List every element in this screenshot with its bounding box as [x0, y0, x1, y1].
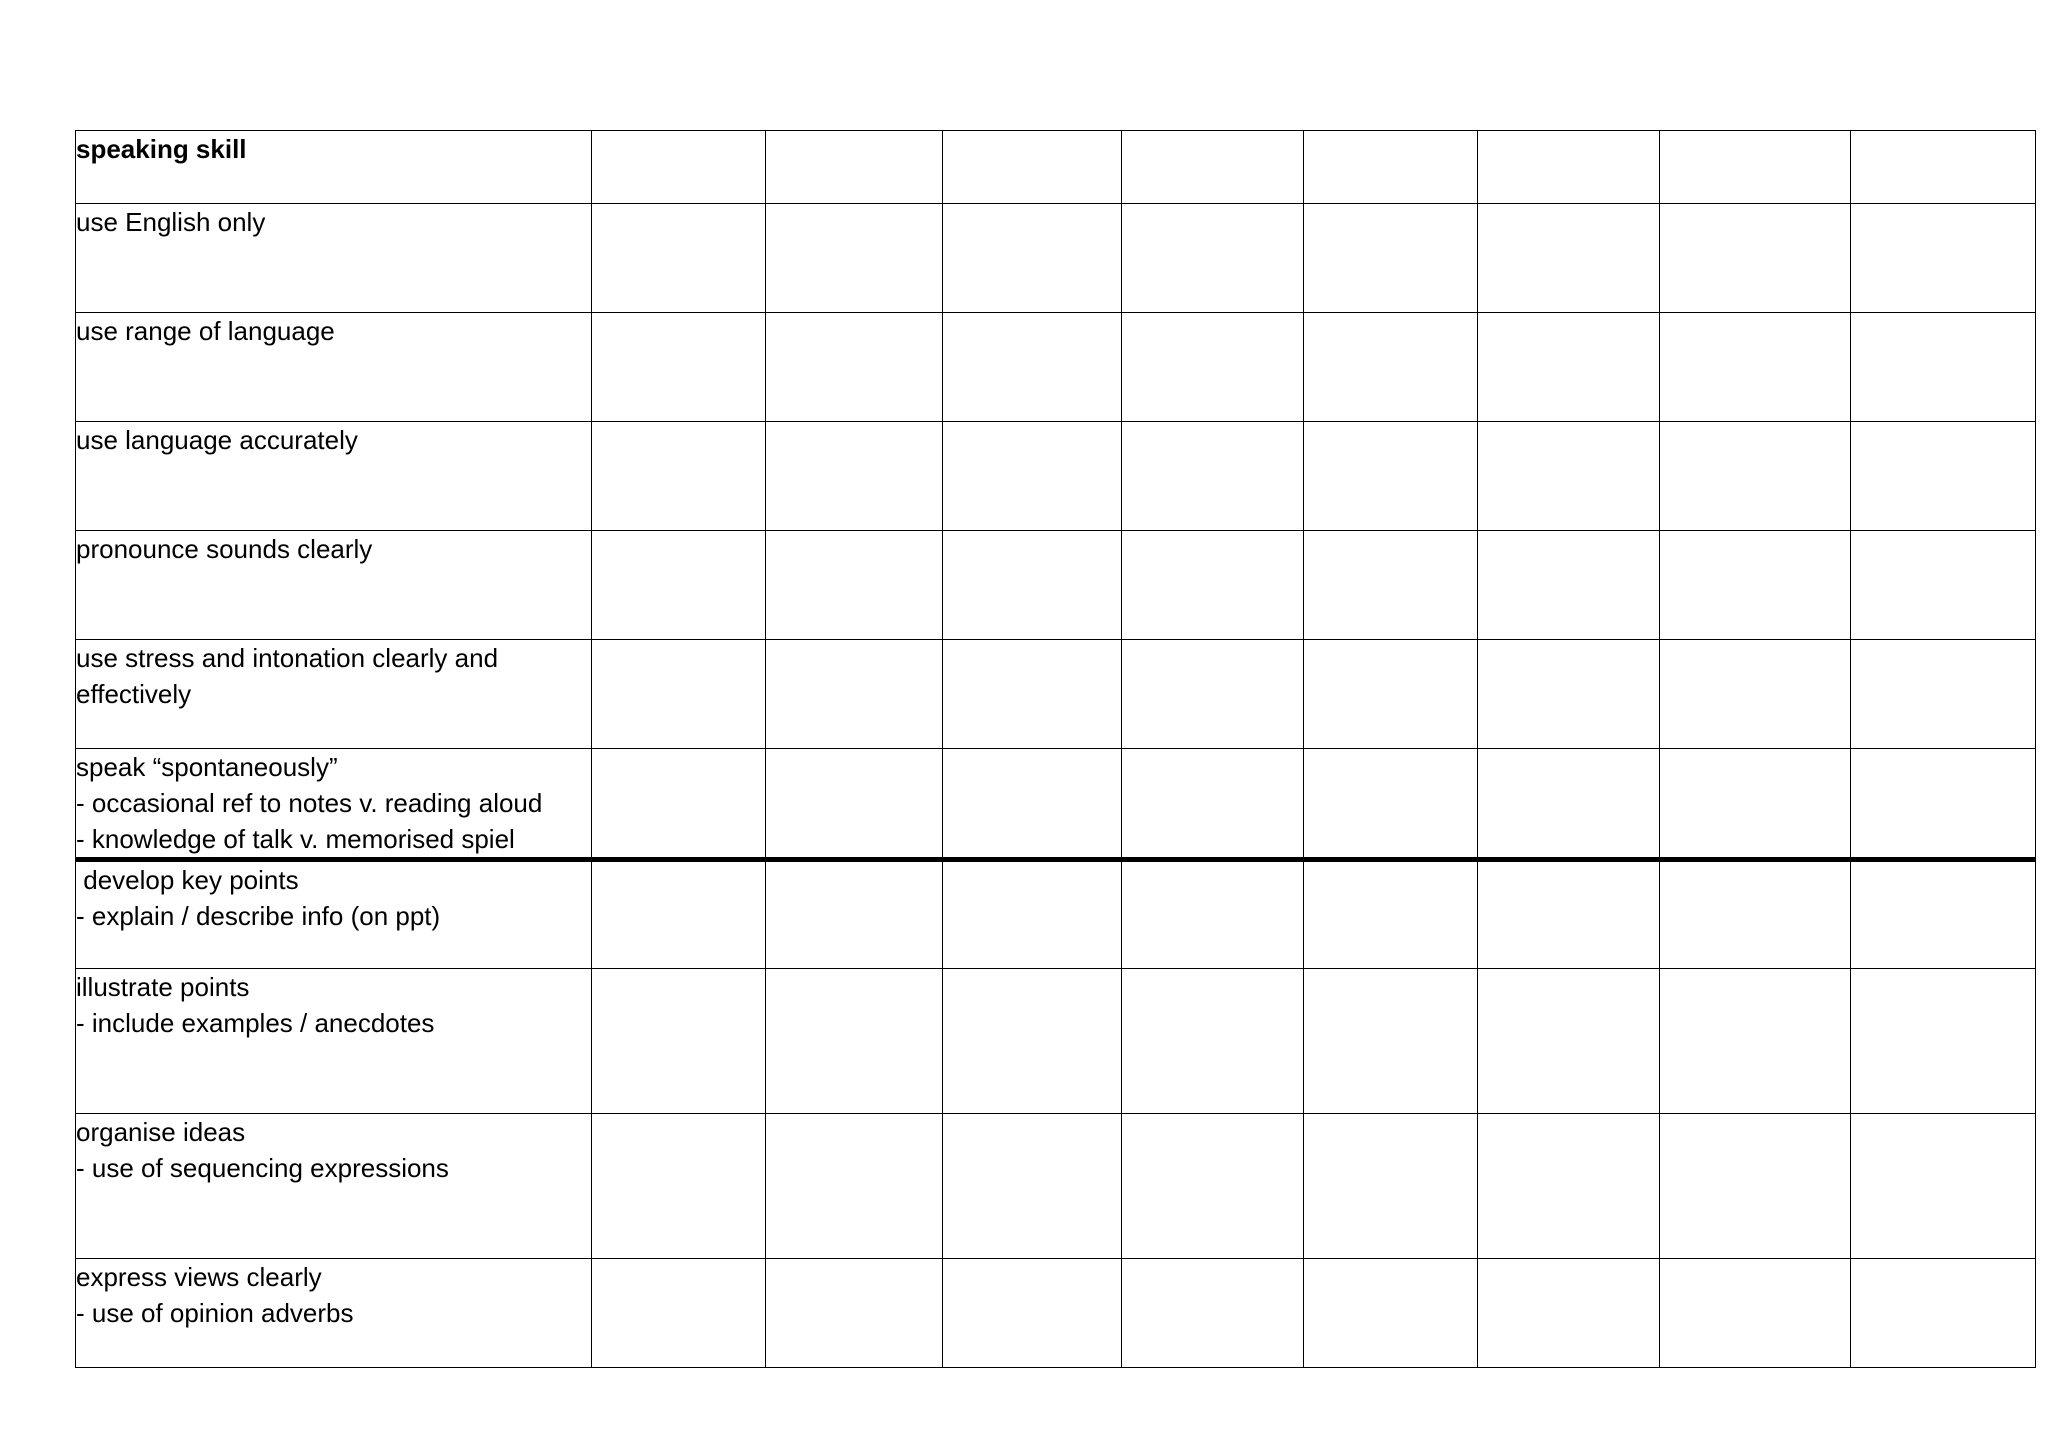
criterion-detail: - include examples / anecdotes — [76, 1008, 435, 1038]
score-cell[interactable] — [1304, 1114, 1478, 1259]
score-cell[interactable] — [1122, 749, 1304, 860]
score-cell[interactable] — [943, 313, 1122, 422]
score-cell[interactable] — [1851, 640, 2036, 749]
score-cell[interactable] — [1304, 131, 1478, 204]
score-cell[interactable] — [1660, 969, 1851, 1114]
score-cell[interactable] — [1851, 422, 2036, 531]
score-cell[interactable] — [592, 204, 766, 313]
score-cell[interactable] — [1851, 204, 2036, 313]
score-cell[interactable] — [1478, 531, 1660, 640]
criterion-title: speak “spontaneously” — [76, 752, 338, 782]
score-cell[interactable] — [943, 422, 1122, 531]
criteria-row — [76, 1114, 2036, 1259]
score-cell[interactable] — [1660, 640, 1851, 749]
score-cell[interactable] — [1660, 1114, 1851, 1259]
score-cell[interactable] — [1851, 969, 2036, 1114]
criterion-label-cell — [76, 1259, 592, 1368]
criteria-row — [76, 422, 2036, 531]
criteria-row — [76, 204, 2036, 313]
score-cell[interactable] — [592, 860, 766, 969]
score-cell[interactable] — [1660, 860, 1851, 969]
score-cell[interactable] — [1122, 860, 1304, 969]
score-cell[interactable] — [1122, 640, 1304, 749]
criterion-title: express views clearly — [76, 1262, 322, 1292]
score-cell[interactable] — [943, 969, 1122, 1114]
criterion-label-cell — [76, 969, 592, 1114]
score-cell[interactable] — [592, 422, 766, 531]
score-cell[interactable] — [1122, 204, 1304, 313]
score-cell[interactable] — [1660, 422, 1851, 531]
criterion-detail: - occasional ref to notes v. reading aloud — [76, 788, 543, 818]
score-cell[interactable] — [1122, 422, 1304, 531]
header-label-cell — [76, 131, 592, 204]
criteria-row — [76, 749, 2036, 860]
criterion-label-cell — [76, 1114, 592, 1259]
score-cell[interactable] — [766, 1114, 943, 1259]
score-cell[interactable] — [943, 531, 1122, 640]
score-cell[interactable] — [1478, 313, 1660, 422]
score-cell[interactable] — [766, 313, 943, 422]
criterion-title: develop key points — [76, 865, 299, 895]
criterion-title: organise ideas — [76, 1117, 246, 1147]
criterion-detail: - use of opinion adverbs — [76, 1298, 354, 1328]
score-cell[interactable] — [943, 131, 1122, 204]
score-cell[interactable] — [1122, 313, 1304, 422]
score-cell[interactable] — [1304, 749, 1478, 860]
criterion-detail: effectively — [76, 679, 192, 709]
score-cell[interactable] — [1660, 204, 1851, 313]
score-cell[interactable] — [1478, 204, 1660, 313]
criteria-row — [76, 531, 2036, 640]
score-cell[interactable] — [943, 860, 1122, 969]
speaking-skills-assessment-grid — [75, 130, 2036, 1368]
criterion-label-cell — [76, 531, 592, 640]
score-cell[interactable] — [1851, 531, 2036, 640]
score-cell[interactable] — [1660, 131, 1851, 204]
score-cell[interactable] — [1851, 313, 2036, 422]
criterion-title: use stress and intonation clearly and — [76, 643, 499, 673]
score-cell[interactable] — [1851, 860, 2036, 969]
score-cell[interactable] — [1304, 860, 1478, 969]
score-cell[interactable] — [766, 131, 943, 204]
score-cell[interactable] — [1122, 1259, 1304, 1368]
score-cell[interactable] — [943, 1114, 1122, 1259]
score-cell[interactable] — [1660, 313, 1851, 422]
score-cell[interactable] — [592, 1114, 766, 1259]
score-cell[interactable] — [1122, 131, 1304, 204]
criterion-detail: - knowledge of talk v. memorised spiel — [76, 824, 515, 854]
score-cell[interactable] — [766, 204, 943, 313]
criterion-label-cell — [76, 860, 592, 969]
score-cell[interactable] — [592, 131, 766, 204]
grid-body — [76, 131, 2036, 1368]
score-cell[interactable] — [1660, 531, 1851, 640]
score-cell[interactable] — [1660, 1259, 1851, 1368]
score-cell[interactable] — [766, 969, 943, 1114]
score-cell[interactable] — [592, 969, 766, 1114]
score-cell[interactable] — [592, 640, 766, 749]
score-cell[interactable] — [1304, 204, 1478, 313]
criteria-row — [76, 131, 2036, 204]
criterion-label-cell — [76, 749, 592, 860]
criteria-row — [76, 640, 2036, 749]
criterion-title: use English only — [76, 207, 266, 237]
table-heading: speaking skill — [76, 134, 247, 164]
score-cell[interactable] — [943, 749, 1122, 860]
criteria-row — [76, 313, 2036, 422]
criterion-title: illustrate points — [76, 972, 250, 1002]
criterion-title: use range of language — [76, 316, 335, 346]
score-cell[interactable] — [1478, 1259, 1660, 1368]
score-cell[interactable] — [1851, 1259, 2036, 1368]
score-cell[interactable] — [766, 531, 943, 640]
score-cell[interactable] — [1478, 422, 1660, 531]
criterion-label-cell — [76, 313, 592, 422]
score-cell[interactable] — [1660, 749, 1851, 860]
criterion-label-cell — [76, 422, 592, 531]
criteria-row — [76, 860, 2036, 969]
score-cell[interactable] — [1478, 1114, 1660, 1259]
score-cell[interactable] — [766, 1259, 943, 1368]
score-cell[interactable] — [1304, 531, 1478, 640]
criterion-label-cell — [76, 204, 592, 313]
criterion-detail: - use of sequencing expressions — [76, 1153, 449, 1183]
score-cell[interactable] — [1478, 860, 1660, 969]
score-cell[interactable] — [1304, 1259, 1478, 1368]
criterion-title: pronounce sounds clearly — [76, 534, 373, 564]
score-cell[interactable] — [1304, 640, 1478, 749]
score-cell[interactable] — [592, 531, 766, 640]
score-cell[interactable] — [1304, 969, 1478, 1114]
score-cell[interactable] — [766, 749, 943, 860]
score-cell[interactable] — [1851, 131, 2036, 204]
score-cell[interactable] — [1478, 969, 1660, 1114]
score-cell[interactable] — [1478, 640, 1660, 749]
score-cell[interactable] — [1851, 749, 2036, 860]
score-cell[interactable] — [943, 1259, 1122, 1368]
score-cell[interactable] — [592, 1259, 766, 1368]
score-cell[interactable] — [1122, 1114, 1304, 1259]
criterion-detail: - explain / describe info (on ppt) — [76, 901, 441, 931]
score-cell[interactable] — [592, 313, 766, 422]
criterion-label-cell — [76, 640, 592, 749]
criteria-row — [76, 1259, 2036, 1368]
score-cell[interactable] — [1304, 313, 1478, 422]
score-cell[interactable] — [1122, 531, 1304, 640]
score-cell[interactable] — [766, 640, 943, 749]
criteria-row — [76, 969, 2036, 1114]
score-cell[interactable] — [766, 422, 943, 531]
score-cell[interactable] — [1304, 422, 1478, 531]
score-cell[interactable] — [1478, 749, 1660, 860]
score-cell[interactable] — [943, 640, 1122, 749]
score-cell[interactable] — [1851, 1114, 2036, 1259]
score-cell[interactable] — [1122, 969, 1304, 1114]
score-cell[interactable] — [1478, 131, 1660, 204]
criterion-title: use language accurately — [76, 425, 358, 455]
score-cell[interactable] — [943, 204, 1122, 313]
score-cell[interactable] — [766, 860, 943, 969]
score-cell[interactable] — [592, 749, 766, 860]
